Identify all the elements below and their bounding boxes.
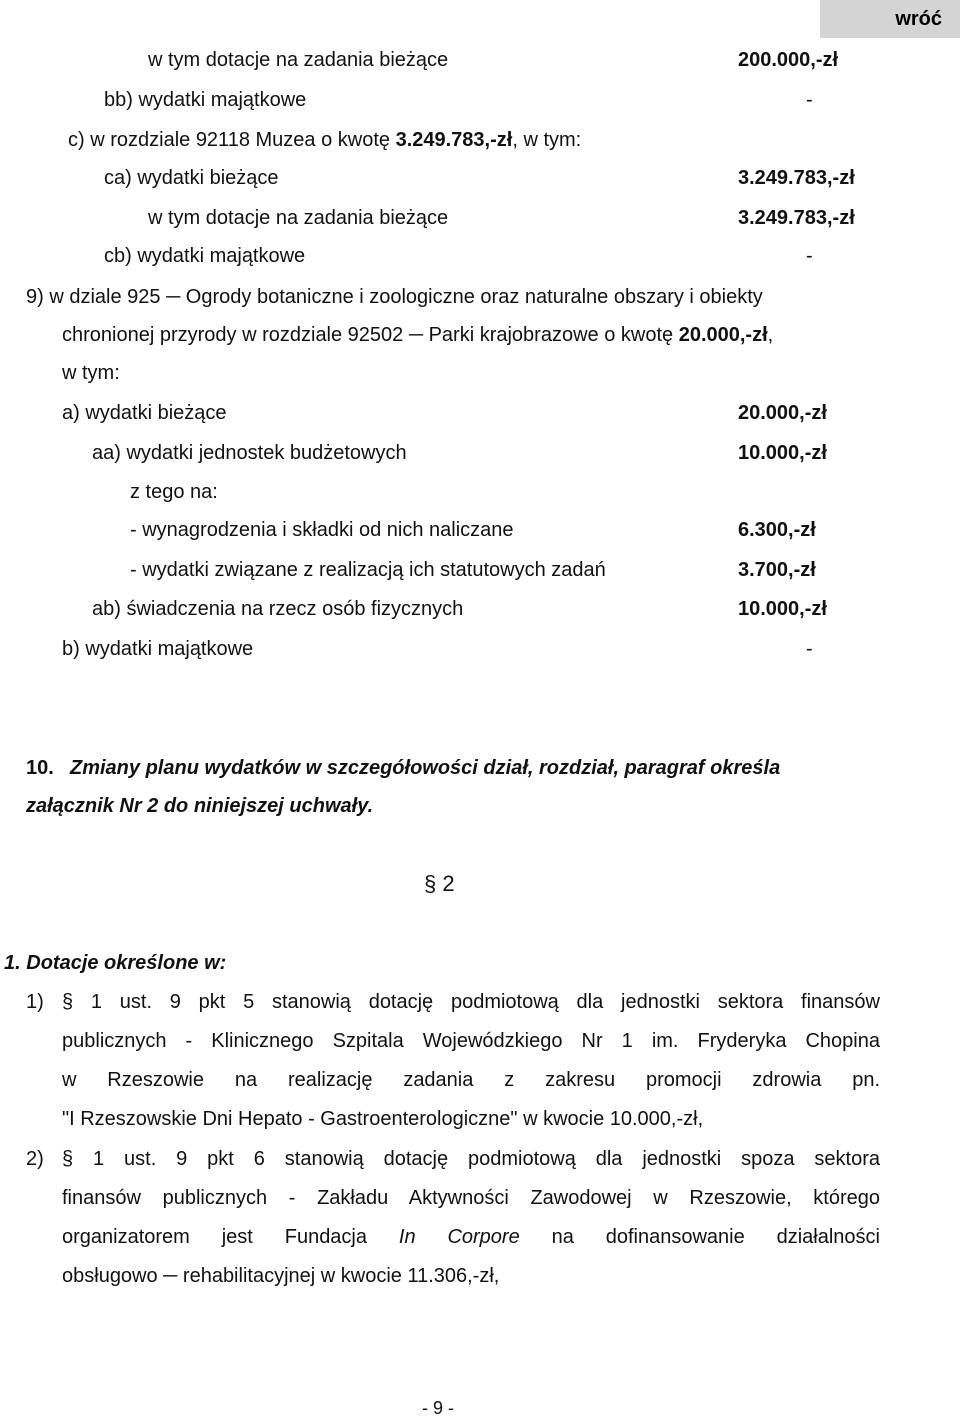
dotacje-item2-line: organizatorem jest Fundacja In Corpore na dofinansowanie działalności (62, 1226, 880, 1248)
section-symbol-icon: § (424, 871, 437, 896)
line-label: bb) wydatki majątkowe (104, 89, 307, 111)
line-value: 3.249.783,-zł (738, 207, 855, 229)
line-value: 20.000,-zł (738, 402, 827, 424)
section-mark: § 2 (424, 871, 455, 896)
line-label: w tym dotacje na zadania bieżące (148, 207, 449, 229)
back-button[interactable]: wróć (820, 0, 960, 38)
dotacje-item1-line: w Rzeszowie na realizację zadania z zakresu promocji zdrowia pn. (62, 1069, 880, 1091)
line-value: - (806, 638, 813, 660)
line-text: c) w rozdziale 92118 Muzea o kwotę 3.249.783,-zł, w tym: (68, 129, 582, 151)
line-label: ca) wydatki bieżące (104, 167, 279, 189)
line-value: - (806, 245, 813, 267)
line-label: b) wydatki majątkowe (62, 638, 254, 660)
line-label: - wynagrodzenia i składki od nich naliczane (130, 519, 514, 541)
amount: 3.249.783,-zł (395, 129, 513, 151)
dotacje-item2-line: § 1 ust. 9 pkt 6 stanowią dotację podmiotową dla jednostki spoza sektora (62, 1148, 880, 1170)
line-label: w tym dotacje na zadania bieżące (148, 49, 449, 71)
line-value: 200.000,-zł (738, 49, 839, 71)
list-marker: 2) (26, 1148, 44, 1170)
line-value: 10.000,-zł (738, 598, 827, 620)
dotacje-item1-line: § 1 ust. 9 pkt 5 stanowią dotację podmiotową dla jednostki sektora finansów (62, 991, 880, 1013)
line-value: 6.300,-zł (738, 519, 816, 541)
line-label: - wydatki związane z realizacją ich statutowych zadań (130, 559, 606, 581)
item-text: załącznik Nr 2 do niniejszej uchwały. (26, 795, 374, 817)
line-text: z tego na: (130, 481, 218, 503)
line-value: 3.249.783,-zł (738, 167, 855, 189)
dotacje-heading: 1. Dotacje określone w: (4, 952, 227, 974)
line-value: - (806, 89, 813, 111)
item-text: Zmiany planu wydatków w szczegółowości dział, rozdział, paragraf określa (70, 757, 781, 779)
line-value: 10.000,-zł (738, 442, 827, 464)
dotacje-item2-line: obsługowo ─ rehabilitacyjnej w kwocie 11.306,-zł, (62, 1265, 500, 1287)
line-label: aa) wydatki jednostek budżetowych (92, 442, 407, 464)
list-marker: 1) (26, 991, 44, 1013)
amount: 20.000,-zł (678, 324, 768, 346)
item-number: 10. (26, 757, 54, 779)
line-text: w tym: (62, 362, 120, 384)
line-label: ab) świadczenia na rzecz osób fizycznych (92, 598, 464, 620)
line-text: 9) w dziale 925 ─ Ogrody botaniczne i zoologiczne oraz naturalne obszary i obiekty (26, 286, 763, 308)
page-number: - 9 - (422, 1398, 455, 1418)
line-label: cb) wydatki majątkowe (104, 245, 306, 267)
line-value: 3.700,-zł (738, 559, 816, 581)
line-text: chronionej przyrody w rozdziale 92502 ─ Parki krajobrazowe o kwotę 20.000,-zł, (62, 324, 774, 346)
dotacje-item2-line: finansów publicznych - Zakładu Aktywności Zawodowej w Rzeszowie, którego (62, 1187, 880, 1209)
line-label: a) wydatki bieżące (62, 402, 227, 424)
foundation-name: In Corpore (398, 1226, 520, 1248)
dotacje-item1-line: "I Rzeszowskie Dni Hepato - Gastroenterologiczne" w kwocie 10.000,-zł, (62, 1108, 704, 1130)
dotacje-item1-line: publicznych - Klinicznego Szpitala Wojewódzkiego Nr 1 im. Fryderyka Chopina (62, 1030, 880, 1052)
